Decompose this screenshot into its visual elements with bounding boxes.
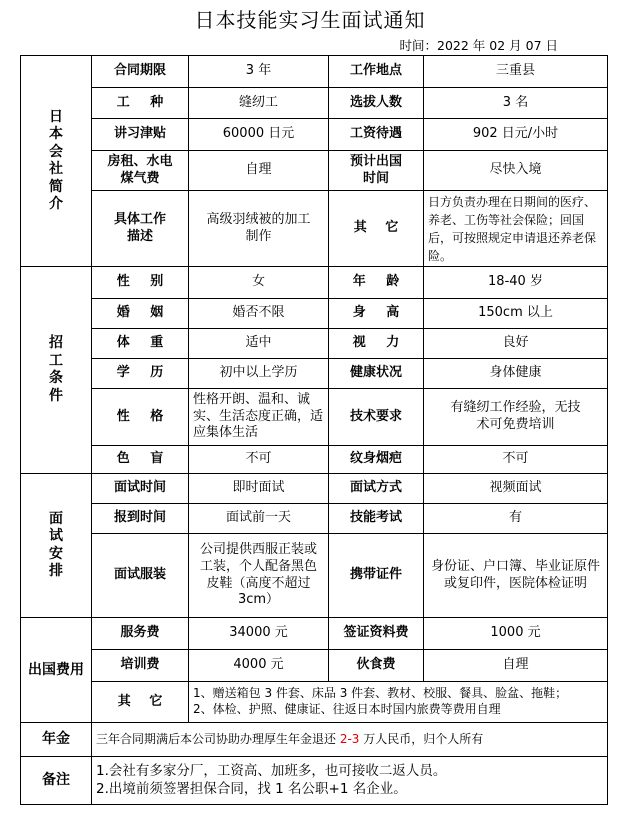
table-row (21, 359, 608, 389)
age-value: 18-40 岁 (424, 267, 608, 299)
gender-label: 性 别 (92, 267, 189, 299)
notes-line-2: 2.出境前须签署担保合同，找 1 名公职+1 名企业。 (96, 780, 407, 797)
departure-label: 预计出国时间 (329, 151, 424, 191)
table-row (21, 389, 608, 446)
location-label: 工作地点 (329, 56, 424, 88)
job-value: 缝纫工 (189, 88, 329, 119)
company-other-value: 日方负责办理在日期间的医疗、养老、工伤等社会保险；回国后，可按照规定申请退还养老保险。 (424, 191, 608, 267)
count-label: 选拔人数 (329, 88, 424, 119)
pension-value (92, 723, 608, 757)
notes-line-1: 1.会社有多家分厂，工资高、加班多，也可接收二返人员。 (96, 762, 447, 779)
personality-value: 性格开朗、温和、诚实、生活态度正确，适应集体生活 (189, 389, 329, 446)
interview-notice-table (20, 55, 608, 805)
table-row (21, 151, 608, 191)
tattoo-value: 不可 (424, 446, 608, 474)
service-fee-label: 服务费 (92, 618, 189, 650)
health-label: 健康状况 (329, 359, 424, 389)
section-company-label: 日本会社简介 (49, 108, 63, 212)
company-other-label: 其 它 (329, 191, 424, 267)
food-fee-value: 自理 (424, 650, 608, 682)
colorblind-value: 不可 (189, 446, 329, 474)
section-interview (21, 474, 92, 618)
allowance-value: 60000 日元 (189, 119, 329, 151)
weight-value: 适中 (189, 329, 329, 359)
table-row (21, 267, 608, 299)
vision-label: 视 力 (329, 329, 424, 359)
personality-label: 性 格 (92, 389, 189, 446)
table-row (21, 618, 608, 650)
pension-highlight: 2-3 (339, 731, 360, 746)
section-notes: 备注 (21, 757, 92, 805)
marriage-label: 婚 姻 (92, 299, 189, 329)
training-fee-value: 4000 元 (189, 650, 329, 682)
tattoo-label: 纹身烟疤 (329, 446, 424, 474)
education-value: 初中以上学历 (189, 359, 329, 389)
attire-value: 公司提供西服正装或工装，个人配备黑色皮鞋（高度不超过 3cm） (189, 534, 329, 618)
table-row (21, 191, 608, 267)
education-label: 学 历 (92, 359, 189, 389)
wage-label: 工资待遇 (329, 119, 424, 151)
allowance-label: 讲习津贴 (92, 119, 189, 151)
contract-label: 合同期限 (92, 56, 189, 88)
table-row (21, 682, 608, 723)
height-label: 身 高 (329, 299, 424, 329)
age-label: 年 龄 (329, 267, 424, 299)
section-interview-label: 面试安排 (49, 510, 63, 579)
report-time-label: 报到时间 (92, 504, 189, 534)
weight-label: 体 重 (92, 329, 189, 359)
report-time-value: 面试前一天 (189, 504, 329, 534)
section-fees: 出国费用 (21, 618, 92, 723)
table-row (21, 299, 608, 329)
skill-test-label: 技能考试 (329, 504, 424, 534)
documents-label: 携带证件 (329, 534, 424, 618)
food-fee-label: 伙食费 (329, 650, 424, 682)
interview-method-label: 面试方式 (329, 474, 424, 504)
contract-value: 3 年 (189, 56, 329, 88)
attire-label: 面试服装 (92, 534, 189, 618)
interview-time-label: 面试时间 (92, 474, 189, 504)
table-row (21, 88, 608, 119)
section-conditions (21, 267, 92, 474)
fees-other-value (189, 682, 608, 723)
table-row (21, 119, 608, 151)
table-row (21, 446, 608, 474)
table-row (21, 56, 608, 88)
gender-value: 女 (189, 267, 329, 299)
table-row (21, 534, 608, 618)
fees-other-line-1: 1、赠送箱包 3 件套、床品 3 件套、教材、校服、餐具、脸盆、拖鞋； (193, 686, 568, 701)
desc-value: 高级羽绒被的加工制作 (189, 191, 329, 267)
visa-fee-label: 签证资料费 (329, 618, 424, 650)
table-row (21, 723, 608, 757)
colorblind-label: 色 盲 (92, 446, 189, 474)
visa-fee-value: 1000 元 (424, 618, 608, 650)
table-row (21, 474, 608, 504)
interview-method-value: 视频面试 (424, 474, 608, 504)
skill-test-value: 有 (424, 504, 608, 534)
section-company (21, 56, 92, 267)
count-value: 3 名 (424, 88, 608, 119)
page-title: 日本技能实习生面试通知 (194, 8, 426, 32)
desc-label: 具体工作描述 (92, 191, 189, 267)
skill-value: 有缝纫工作经验，无技术可免费培训 (424, 389, 608, 446)
health-value: 身体健康 (424, 359, 608, 389)
table-row (21, 757, 608, 805)
location-value: 三重县 (424, 56, 608, 88)
table-row (21, 504, 608, 534)
documents-value: 身份证、户口簿、毕业证原件或复印件，医院体检证明 (424, 534, 608, 618)
notice-date: 时间：2022 年 02 月 07 日 (399, 38, 558, 53)
interview-time-value: 即时面试 (189, 474, 329, 504)
section-conditions-label: 招工条件 (49, 335, 63, 404)
notes-value (92, 757, 608, 805)
pension-text-before: 三年合同期满后本公司协助办理厚生年金退还 (96, 731, 340, 746)
training-fee-label: 培训费 (92, 650, 189, 682)
job-label: 工 种 (92, 88, 189, 119)
pension-text-after: 万人民币，归个人所有 (359, 731, 484, 746)
rent-value: 自理 (189, 151, 329, 191)
skill-label: 技术要求 (329, 389, 424, 446)
marriage-value: 婚否不限 (189, 299, 329, 329)
vision-value: 良好 (424, 329, 608, 359)
height-value: 150cm 以上 (424, 299, 608, 329)
rent-label: 房租、水电煤气费 (92, 151, 189, 191)
table-row (21, 650, 608, 682)
section-pension: 年金 (21, 723, 92, 757)
fees-other-line-2: 2、体检、护照、健康证、往返日本时国内旅费等费用自理 (193, 702, 501, 716)
fees-other-label: 其 它 (92, 682, 189, 723)
wage-value: 902 日元/小时 (424, 119, 608, 151)
service-fee-value: 34000 元 (189, 618, 329, 650)
departure-value: 尽快入境 (424, 151, 608, 191)
table-row (21, 329, 608, 359)
